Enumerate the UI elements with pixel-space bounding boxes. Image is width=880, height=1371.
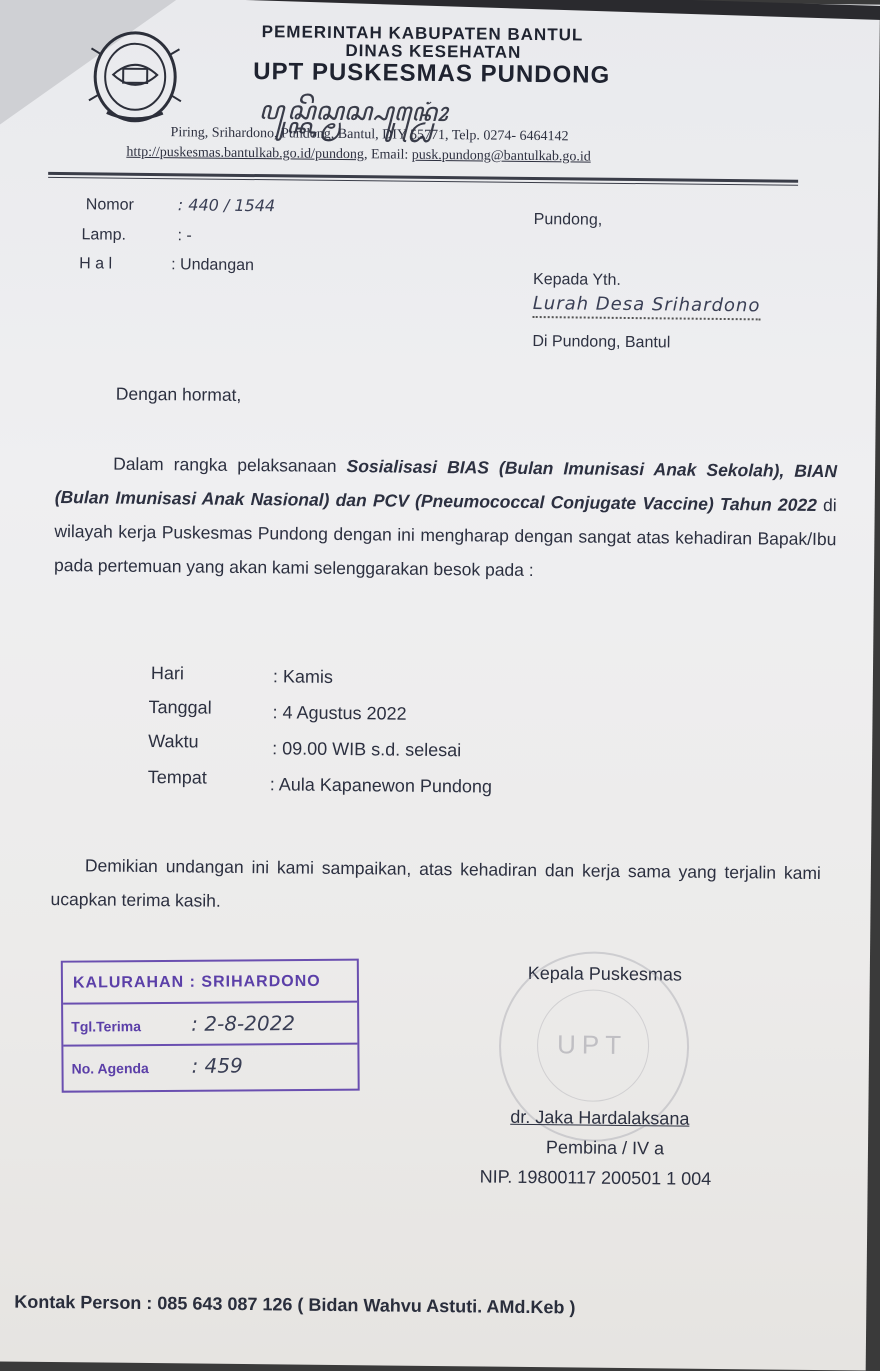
stamp-date-cell — [63, 1003, 357, 1047]
receipt-stamp — [61, 959, 360, 1093]
website-link[interactable]: http://puskesmas.bantulkab.go.id/pundong — [126, 144, 365, 163]
header-government: PEMERINTAH KABUPATEN BANTUL — [261, 22, 584, 45]
lamp-value: : - — [177, 227, 192, 245]
official-seal-text: UPT — [556, 1029, 628, 1061]
email-link[interactable]: pusk.pundong@bantulkab.go.id — [411, 147, 591, 165]
stamp-header-cell — [63, 961, 357, 1005]
bantul-emblem-logo — [87, 24, 184, 127]
p1-rest: di wilayah kerja Puskesmas Pundong dengan ini mengharap dengan sangat atas kehadiran Bapak/Ibu pada pertemuan yang akan kami selenggarakan besok pada : — [53, 494, 837, 581]
paragraph-invitation — [54, 446, 837, 590]
lamp-label: Lamp. — [81, 226, 127, 244]
closing-text: Demikian undangan ini kami sampaikan, atas kehadiran dan kerja sama yang terjalin kami ucapkan terima kasih. — [50, 855, 821, 911]
letter-place: Pundong, — [533, 210, 603, 229]
recipient-location: Di Pundong, Bantul — [532, 332, 671, 352]
stamp-date-value: : 2-8-2022 — [191, 1011, 296, 1036]
header-institution: UPT PUSKESMAS PUNDONG — [253, 58, 611, 89]
detail-label-tanggal: Tanggal — [148, 696, 212, 718]
signatory-name: dr. Jaka Hardalaksana — [510, 1106, 690, 1129]
p1-intro: Dalam rangka pelaksanaan — [113, 453, 347, 477]
hal-value: : Undangan — [171, 256, 255, 275]
signature-title: Kepala Puskesmas — [527, 962, 683, 985]
detail-label-tempat: Tempat — [147, 766, 207, 788]
stamp-date-label: Tgl.Terima — [71, 1018, 142, 1035]
detail-value-tempat: : Aula Kapanewon Pundong — [269, 774, 493, 797]
nomor-value: : 440 / 1544 — [177, 195, 276, 216]
detail-label-hari: Hari — [150, 663, 185, 684]
detail-value-tanggal: : 4 Agustus 2022 — [272, 702, 407, 724]
kepada-yth: Kepada Yth. — [532, 270, 621, 289]
recipient-handwritten: Lurah Desa Srihardono — [533, 293, 761, 320]
detail-value-hari: : Kamis — [272, 666, 334, 687]
detail-value-waktu: : 09.00 WIB s.d. selesai — [272, 738, 462, 761]
header-address: Piring, Srihardono, Pundong, Bantul, DIY 55771, Telp. 0274- 6464142 — [170, 125, 569, 145]
paragraph-closing — [50, 848, 821, 924]
stamp-agenda-value: : 459 — [191, 1053, 243, 1078]
contact-person: Kontak Person : 085 643 087 126 ( Bidan Wahvu Astuti. AMd.Keb ) — [14, 1291, 576, 1318]
nomor-label: Nomor — [85, 196, 134, 214]
header-contact-line: http://puskesmas.bantulkab.go.id/pundong, Email: pusk.pundong@bantulkab.go.id — [126, 144, 591, 165]
stamp-agenda-cell — [63, 1045, 357, 1087]
header-department: DINAS KESEHATAN — [345, 41, 522, 62]
p1-event-title: Sosialisasi BIAS (Bulan Imunisasi Anak Sekolah), BIAN (Bulan Imunisasi Anak Nasional) dan PCV (Pneumococcal Conjugate Vaccine) Tahun 2022 — [54, 456, 838, 515]
paper-top-edge — [150, 0, 880, 21]
detail-label-waktu: Waktu — [148, 730, 199, 752]
salutation: Dengan hormat, — [115, 383, 242, 405]
stamp-title: KALURAHAN : SRIHARDONO — [72, 972, 321, 992]
hal-label: H a l — [79, 255, 113, 273]
header-javanese-script: ꦥꦸꦱ꧀ꦏꦼꦱ꧀ꦩꦱ꧀ꦥꦸꦤ꧀ꦝꦺꦴꦁ — [258, 96, 448, 129]
signatory-nip: NIP. 19800117 200501 1 004 — [479, 1166, 712, 1189]
signatory-rank: Pembina / IV a — [545, 1137, 665, 1159]
stamp-agenda-label: No. Agenda — [71, 1060, 149, 1077]
email-label: Email: — [370, 147, 409, 163]
